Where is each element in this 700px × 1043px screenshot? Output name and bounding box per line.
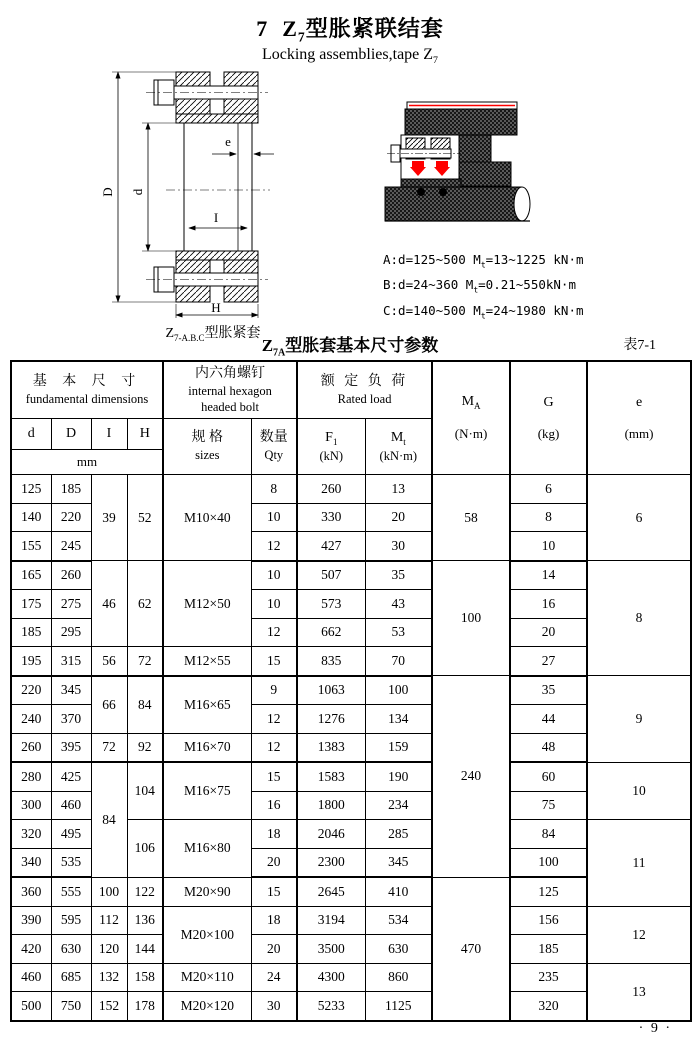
- table-cell: 13: [365, 475, 432, 504]
- table-cell: 53: [365, 618, 432, 647]
- table-cell: 460: [11, 963, 51, 992]
- table-cell: 555: [51, 877, 91, 906]
- table-cell: 125: [510, 877, 587, 906]
- table-cell: 370: [51, 705, 91, 734]
- table-cell: 240: [432, 676, 510, 878]
- table-cell: 175: [11, 590, 51, 619]
- header-rated-load: 额 定 负 荷 Rated load: [297, 361, 432, 419]
- table-cell: 360: [11, 877, 51, 906]
- table-cell: 120: [91, 935, 127, 964]
- table-cell: 260: [51, 561, 91, 590]
- table-cell: 39: [91, 475, 127, 561]
- table-cell: 104: [127, 762, 163, 820]
- table-cell: 100: [510, 848, 587, 877]
- table-cell: 315: [51, 647, 91, 676]
- table-cell: 10: [251, 590, 297, 619]
- table-cell: 60: [510, 762, 587, 791]
- table-cell: 630: [51, 935, 91, 964]
- header-mm: mm: [11, 450, 163, 475]
- table-cell: 27: [510, 647, 587, 676]
- table-cell: 470: [432, 877, 510, 1021]
- table-cell: 185: [51, 475, 91, 504]
- table-cell: 10: [587, 762, 691, 820]
- dimension-table-wrapper: [10, 360, 692, 1022]
- dimension-table: [10, 360, 692, 1022]
- table-cell: 685: [51, 963, 91, 992]
- table-cell: 460: [51, 791, 91, 820]
- table-cell: 345: [51, 676, 91, 705]
- dimension-label-d: d: [130, 188, 145, 196]
- table-cell: 630: [365, 935, 432, 964]
- table-cell: 860: [365, 963, 432, 992]
- table-cell: 8: [510, 503, 587, 532]
- table-cell: 260: [11, 733, 51, 762]
- table-cell: 595: [51, 906, 91, 935]
- table-cell: 320: [510, 992, 587, 1021]
- table-cell: 35: [365, 561, 432, 590]
- table-cell: 330: [297, 503, 365, 532]
- table-cell: 285: [365, 820, 432, 849]
- table-cell: 44: [510, 705, 587, 734]
- table-cell: M10×40: [163, 475, 251, 561]
- table-cell: 178: [127, 992, 163, 1021]
- table-cell: 340: [11, 848, 51, 877]
- table-cell: 16: [251, 791, 297, 820]
- table-cell: 24: [251, 963, 297, 992]
- table-cell: 100: [91, 877, 127, 906]
- document-heading: [0, 0, 700, 67]
- table-cell: 75: [510, 791, 587, 820]
- table-cell: M20×100: [163, 906, 251, 963]
- table-cell: 20: [251, 935, 297, 964]
- table-cell: M12×50: [163, 561, 251, 647]
- table-cell: 136: [127, 906, 163, 935]
- table-row: [11, 762, 691, 791]
- table-cell: 58: [432, 475, 510, 561]
- table-cell: 500: [11, 992, 51, 1021]
- table-cell: 72: [91, 733, 127, 762]
- table-cell: 46: [91, 561, 127, 647]
- table-cell: 12: [251, 618, 297, 647]
- table-cell: 18: [251, 906, 297, 935]
- table-cell: 3500: [297, 935, 365, 964]
- table-cell: 12: [251, 733, 297, 762]
- table-cell: 535: [51, 848, 91, 877]
- table-cell: 56: [91, 647, 127, 676]
- note-line-c: C:d=140~500 $M_t=24\sim 1980$ kN·m: [383, 302, 584, 321]
- header-f1: $F_1$ (kN): [297, 419, 365, 475]
- header-col-D: D: [51, 419, 91, 450]
- header-e: e (mm): [587, 361, 691, 475]
- table-cell: 185: [11, 618, 51, 647]
- table-cell: 6: [587, 475, 691, 561]
- table-cell: 43: [365, 590, 432, 619]
- table-cell: 195: [11, 647, 51, 676]
- table-cell: 1276: [297, 705, 365, 734]
- table-cell: 18: [251, 820, 297, 849]
- table-cell: 84: [510, 820, 587, 849]
- table-cell: 534: [365, 906, 432, 935]
- table-cell: 52: [127, 475, 163, 561]
- table-cell: 835: [297, 647, 365, 676]
- header-col-I: I: [91, 419, 127, 450]
- table-cell: M16×80: [163, 820, 251, 878]
- table-cell: 1583: [297, 762, 365, 791]
- table-cell: 165: [11, 561, 51, 590]
- table-cell: 66: [91, 676, 127, 734]
- table-title-row: [0, 331, 700, 357]
- table-cell: M20×120: [163, 992, 251, 1021]
- table-cell: 280: [11, 762, 51, 791]
- hub-shaft-installation-diagram: [383, 93, 561, 238]
- table-row: [11, 561, 691, 590]
- figure-caption: $Z_{7-A.B.C}$型胀紧套: [165, 326, 261, 343]
- figure-application: [383, 93, 663, 324]
- table-cell: 9: [587, 676, 691, 763]
- table-cell: 159: [365, 733, 432, 762]
- table-cell: M20×90: [163, 877, 251, 906]
- table-cell: 420: [11, 935, 51, 964]
- table-cell: 6: [510, 475, 587, 504]
- table-cell: 48: [510, 733, 587, 762]
- note-line-b: B:d=24~360 $M_t=0.21\sim 550kN\cdot m$: [383, 277, 576, 295]
- table-body: [11, 475, 691, 1021]
- table-cell: 345: [365, 848, 432, 877]
- page-title: 7 $Z_7$型胀紧联结套: [256, 16, 444, 45]
- table-cell: 12: [251, 532, 297, 561]
- table-cell: 240: [11, 705, 51, 734]
- table-cell: 235: [510, 963, 587, 992]
- table-cell: 2645: [297, 877, 365, 906]
- table-cell: 11: [587, 820, 691, 907]
- table-cell: 4300: [297, 963, 365, 992]
- load-range-notes: [383, 248, 663, 324]
- table-cell: 158: [127, 963, 163, 992]
- table-cell: 750: [51, 992, 91, 1021]
- table-row: [11, 475, 691, 504]
- table-cell: 1383: [297, 733, 365, 762]
- table-cell: 220: [11, 676, 51, 705]
- table-cell: 3194: [297, 906, 365, 935]
- header-fundamental-dimensions: 基 本 尺 寸 fundamental dimensions: [11, 361, 163, 419]
- table-cell: 15: [251, 762, 297, 791]
- table-cell: 140: [11, 503, 51, 532]
- table-cell: 156: [510, 906, 587, 935]
- table-cell: 8: [251, 475, 297, 504]
- table-tag: 表7-1: [623, 338, 656, 353]
- page-subtitle: Locking assemblies,tape $Z_7$: [261, 46, 438, 67]
- table-cell: M20×110: [163, 963, 251, 992]
- table-cell: 13: [587, 963, 691, 1021]
- dimension-label-I: I: [213, 210, 219, 225]
- table-cell: 92: [127, 733, 163, 762]
- table-cell: 14: [510, 561, 587, 590]
- page-number: · 9 ·: [638, 1021, 672, 1036]
- table-cell: 507: [297, 561, 365, 590]
- table-cell: 132: [91, 963, 127, 992]
- table-cell: 84: [91, 762, 127, 877]
- header-sizes: 规 格 sizes: [163, 419, 251, 475]
- table-cell: 8: [587, 561, 691, 676]
- table-cell: 9: [251, 676, 297, 705]
- table-cell: 35: [510, 676, 587, 705]
- table-cell: 662: [297, 618, 365, 647]
- table-cell: 125: [11, 475, 51, 504]
- note-line-a: A:d=125~500 $M_t=13\sim 1225$ kN·m: [383, 252, 584, 270]
- table-cell: 234: [365, 791, 432, 820]
- table-cell: 495: [51, 820, 91, 849]
- table-cell: 300: [11, 791, 51, 820]
- table-cell: 112: [91, 906, 127, 935]
- header-qty: 数量 Qty: [251, 419, 297, 475]
- table-cell: M12×55: [163, 647, 251, 676]
- table-cell: 275: [51, 590, 91, 619]
- table-cell: 2300: [297, 848, 365, 877]
- table-cell: 10: [251, 561, 297, 590]
- table-cell: 155: [11, 532, 51, 561]
- table-cell: M16×65: [163, 676, 251, 734]
- header-g: G (kg): [510, 361, 587, 475]
- table-cell: 84: [127, 676, 163, 734]
- table-row: [11, 963, 691, 992]
- table-cell: 245: [51, 532, 91, 561]
- table-cell: 16: [510, 590, 587, 619]
- table-cell: M16×75: [163, 762, 251, 820]
- locking-assembly-section-diagram: [100, 70, 326, 322]
- table-cell: 15: [251, 877, 297, 906]
- table-cell: 20: [251, 848, 297, 877]
- header-col-d: d: [11, 419, 51, 450]
- table-cell: 1800: [297, 791, 365, 820]
- table-cell: 190: [365, 762, 432, 791]
- table-cell: 100: [365, 676, 432, 705]
- table-cell: 20: [510, 618, 587, 647]
- table-cell: 2046: [297, 820, 365, 849]
- table-cell: 72: [127, 647, 163, 676]
- table-cell: 185: [510, 935, 587, 964]
- table-cell: 152: [91, 992, 127, 1021]
- table-cell: 20: [365, 503, 432, 532]
- table-cell: M16×70: [163, 733, 251, 762]
- dimension-label-D: D: [100, 187, 115, 197]
- header-internal-hexagon-bolt: 内六角螺钉 internal hexagon headed bolt: [163, 361, 297, 419]
- table-cell: 295: [51, 618, 91, 647]
- table-cell: 70: [365, 647, 432, 676]
- table-cell: 30: [365, 532, 432, 561]
- header-col-H: H: [127, 419, 163, 450]
- table-cell: 427: [297, 532, 365, 561]
- table-cell: 106: [127, 820, 163, 878]
- table-cell: 390: [11, 906, 51, 935]
- table-cell: 10: [510, 532, 587, 561]
- table-cell: 144: [127, 935, 163, 964]
- table-row: [11, 906, 691, 935]
- table-cell: 220: [51, 503, 91, 532]
- header-mt: $M_t$ (kN·m): [365, 419, 432, 475]
- figure-section-drawing: [100, 70, 326, 343]
- table-cell: 1125: [365, 992, 432, 1021]
- table-cell: 1063: [297, 676, 365, 705]
- table-cell: 122: [127, 877, 163, 906]
- table-cell: 10: [251, 503, 297, 532]
- table-cell: 12: [251, 705, 297, 734]
- table-cell: 320: [11, 820, 51, 849]
- table-cell: 395: [51, 733, 91, 762]
- table-cell: 62: [127, 561, 163, 647]
- table-cell: 425: [51, 762, 91, 791]
- table-cell: 260: [297, 475, 365, 504]
- table-cell: 12: [587, 906, 691, 963]
- dimension-label-H: H: [211, 300, 221, 315]
- table-cell: 100: [432, 561, 510, 676]
- table-cell: 30: [251, 992, 297, 1021]
- table-cell: 134: [365, 705, 432, 734]
- table-title: $Z_{7A}$型胀套基本尺寸参数: [261, 336, 439, 359]
- table-cell: 410: [365, 877, 432, 906]
- table-cell: 15: [251, 647, 297, 676]
- header-ma: $M_A$ (N·m): [432, 361, 510, 475]
- table-row: [11, 676, 691, 705]
- table-cell: 573: [297, 590, 365, 619]
- section-number: 7: [256, 16, 269, 41]
- dimension-label-e: e: [225, 134, 231, 149]
- table-cell: 5233: [297, 992, 365, 1021]
